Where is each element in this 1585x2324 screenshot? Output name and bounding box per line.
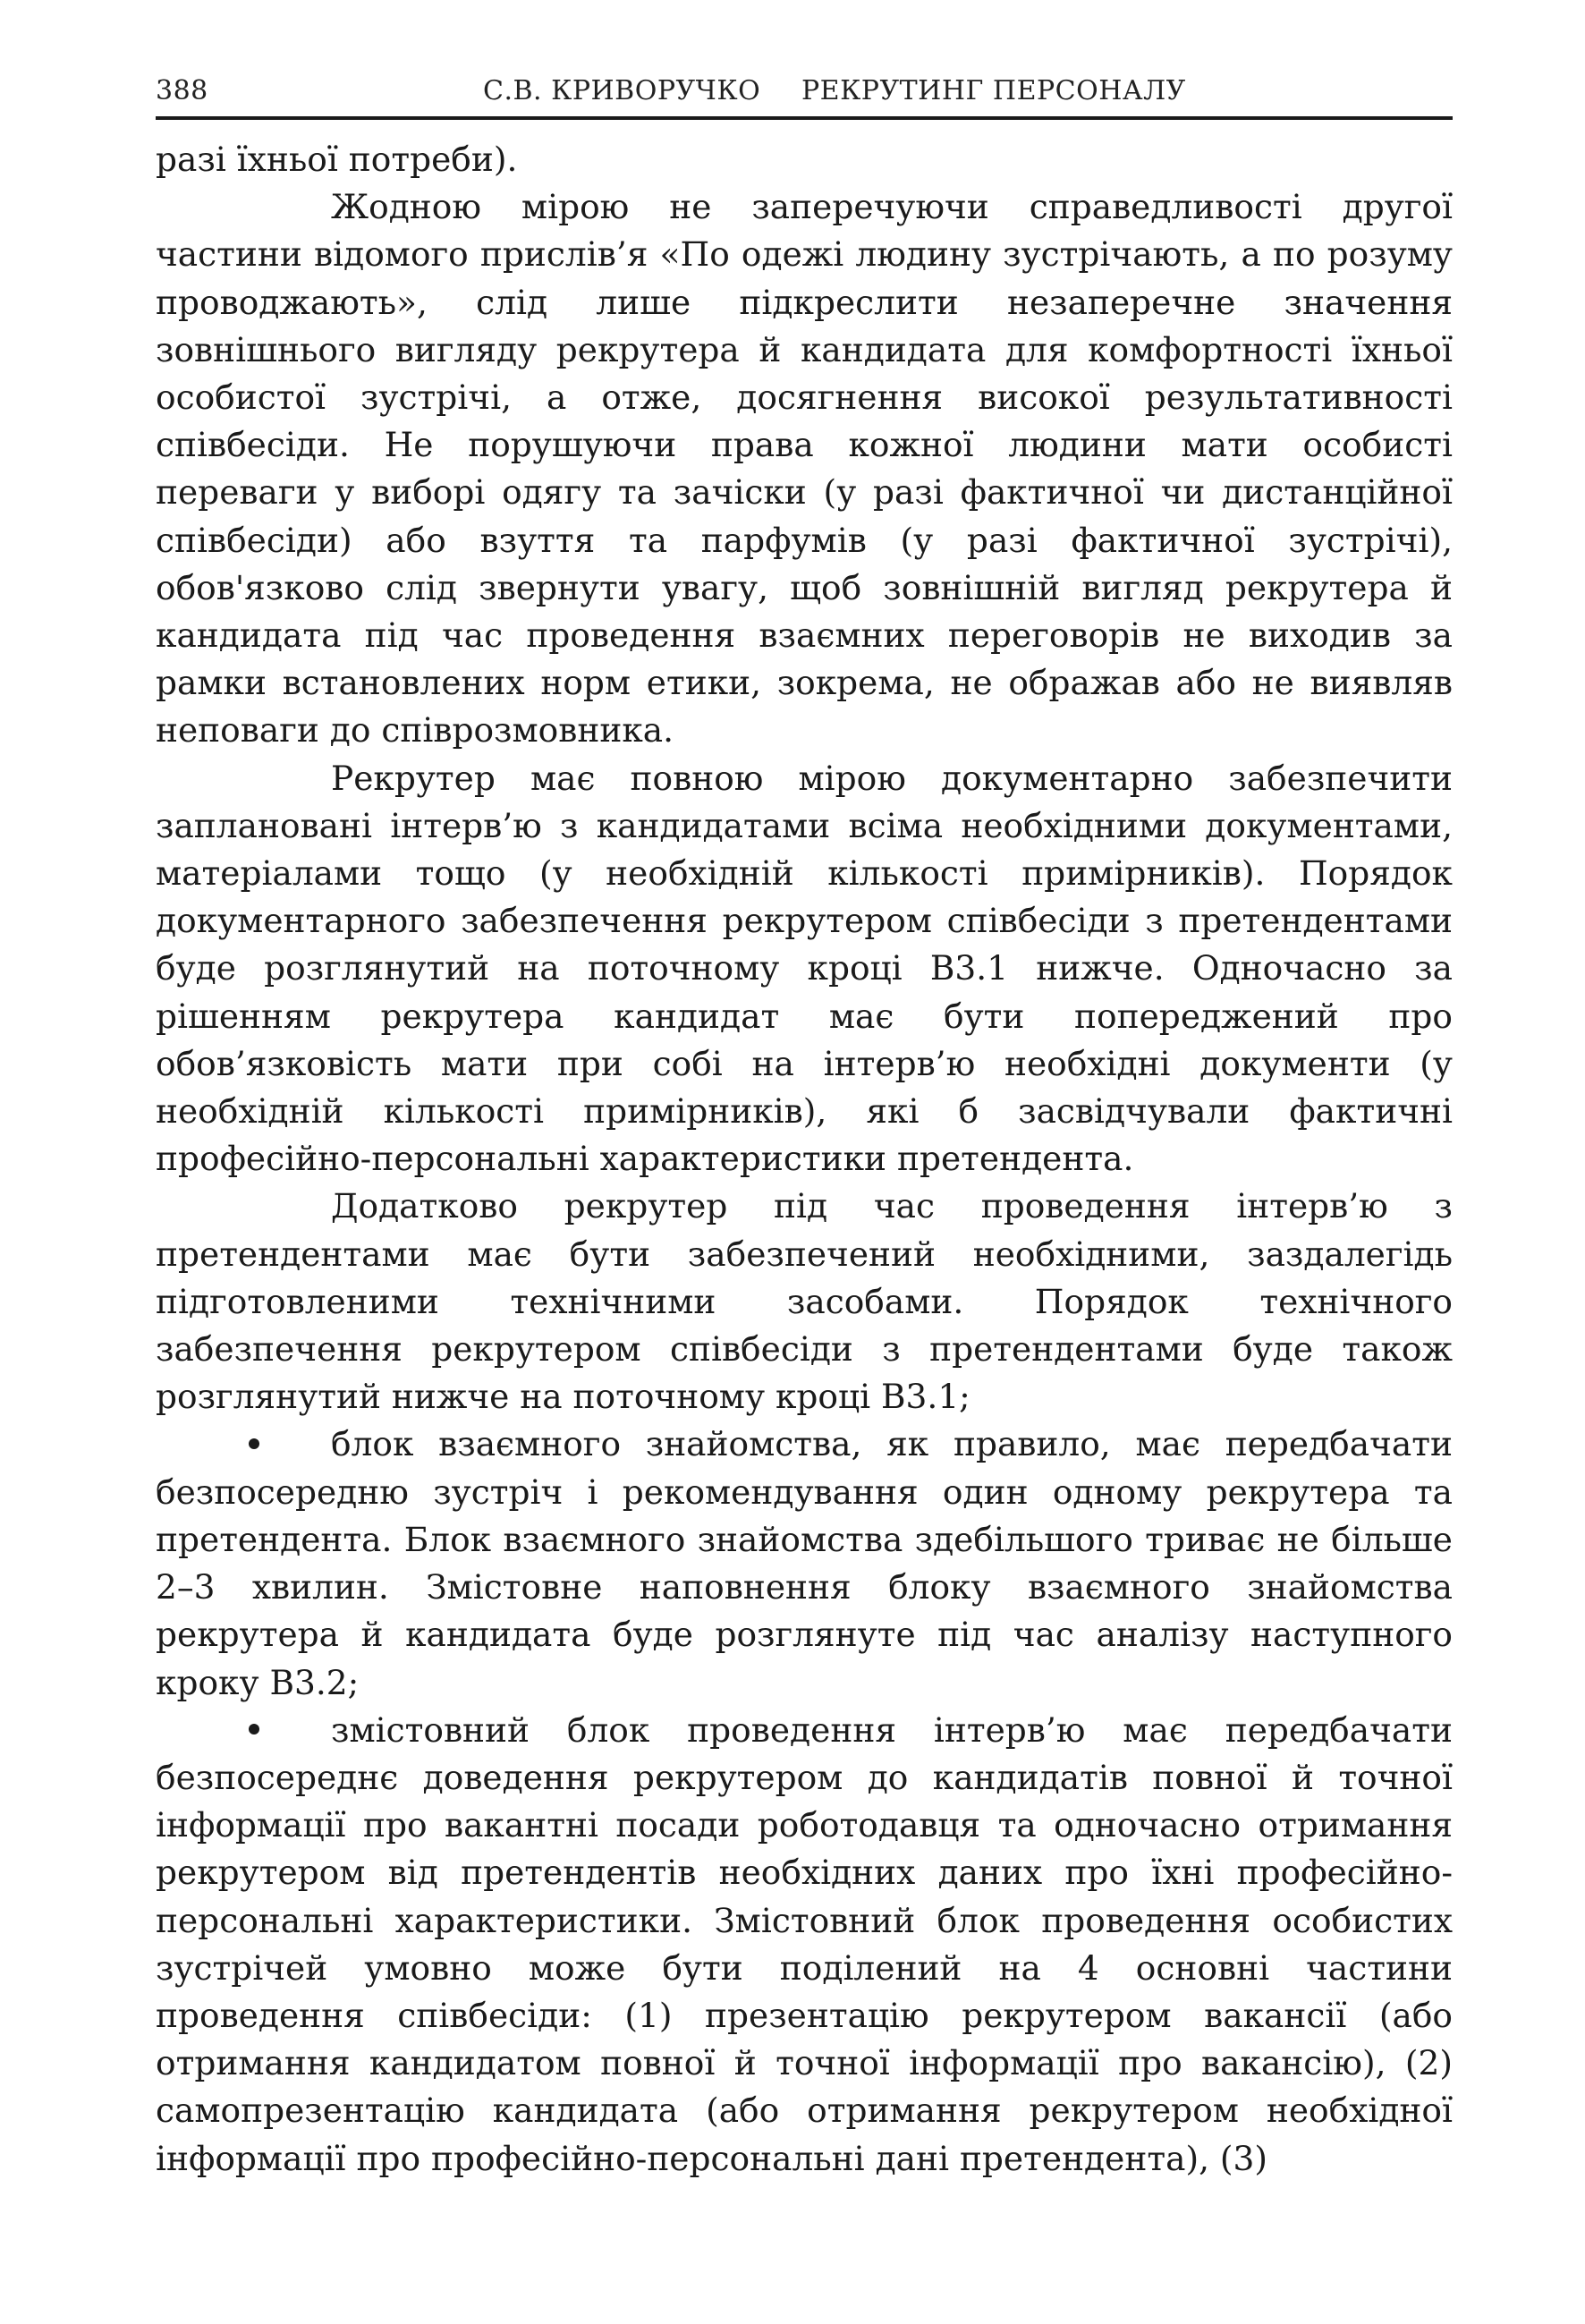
book-title: РЕКРУТИНГ ПЕРСОНАЛУ <box>801 75 1186 106</box>
paragraph-text: Рекрутер має повною мірою документарно забезпечити заплановані інтерв’ю з кандидатами всіма необхідними документами, матеріалами тощо (у необхідній кількості примірників). Порядок документарного забезпечення рекрутером співбесіди з претендентами буде розглянутий на поточному кроці В3.1 нижче. Одночасно за рішенням рекрутера кандидат має бути попереджений про обов’язковість мати при собі на інтерв’ю необхідні документи (у необхідній кількості примірників), які б засвідчували фактичні професійно-персональні характеристики претендента. <box>156 758 1453 1179</box>
paragraph-text: разі їхньої потреби). <box>156 140 518 179</box>
bullet-icon <box>249 1724 259 1735</box>
author-name: С.В. КРИВОРУЧКО <box>483 75 761 106</box>
bullet-icon <box>249 1438 259 1449</box>
bullet-item-content <box>156 1707 1453 2183</box>
header-rule <box>156 116 1453 120</box>
body-text <box>156 136 1453 2183</box>
book-page <box>156 70 1453 2183</box>
paragraph-appearance <box>156 183 1453 754</box>
bullet-text: змістовний блок проведення інтерв’ю має передбачати безпосереднє доведення рекрутером до кандидатів повної й точної інформації про вакантні посади роботодавця та одночасно отримання рекрутером від претендентів необхідних даних про їхні професійно-персональні характеристики. Змістовний блок проведення особистих зустрічей умовно може бути поділений на 4 основні частини проведення співбесіди: (1) презентацію рекрутером вакансії (або отримання кандидатом повної й точної інформації про вакансію), (2) самопрезентацію кандидата (або отримання рекрутером необхідної інформації про професійно-персональні дані претендента), (3) <box>156 1709 1453 2178</box>
paragraph-technical <box>156 1183 1453 1421</box>
running-header <box>156 70 1453 116</box>
bullet-text: блок взаємного знайомства, як правило, має передбачати безпосередню зустріч і рекомендування один одному рекрутера та претендента. Блок взаємного знайомства здебільшого триває не більше 2–3 хвилин. Змістовне наповнення блоку взаємного знайомства рекрутера й кандидата буде розглянуте під час аналізу наступного кроку В3.2; <box>156 1424 1453 1702</box>
bullet-item-introduction <box>156 1421 1453 1706</box>
page-number: 388 <box>156 75 208 106</box>
paragraph-text: Жодною мірою не заперечуючи справедливості другої частини відомого прислів’я «По одежі людину зустрічають, а по розуму проводжають», слід лише підкреслити незаперечне значення зовнішнього вигляду рекрутера й кандидата для комфортності їхньої особистої зустрічі, а отже, досягнення високої результативності співбесіди. Не порушуючи права кожної людини мати особисті переваги у виборі одягу та зачіски (у разі фактичної чи дистанційної співбесіди) або взуття та парфумів (у разі фактичної зустрічі), обов'язково слід звернути увагу, щоб зовнішній вигляд рекрутера й кандидата під час проведення взаємних переговорів не виходив за рамки встановлених норм етики, зокрема, не ображав або не виявляв неповаги до співрозмовника. <box>156 187 1453 751</box>
paragraph-text: Додатково рекрутер під час проведення інтерв’ю з претендентами має бути забезпечений необхідними, заздалегідь підготовленими технічними засобами. Порядок технічного забезпечення рекрутером співбесіди з претендентами буде також розглянутий нижче на поточному кроці В3.1; <box>156 1186 1453 1417</box>
paragraph-documents <box>156 755 1453 1183</box>
paragraph-continuation <box>156 136 1453 183</box>
